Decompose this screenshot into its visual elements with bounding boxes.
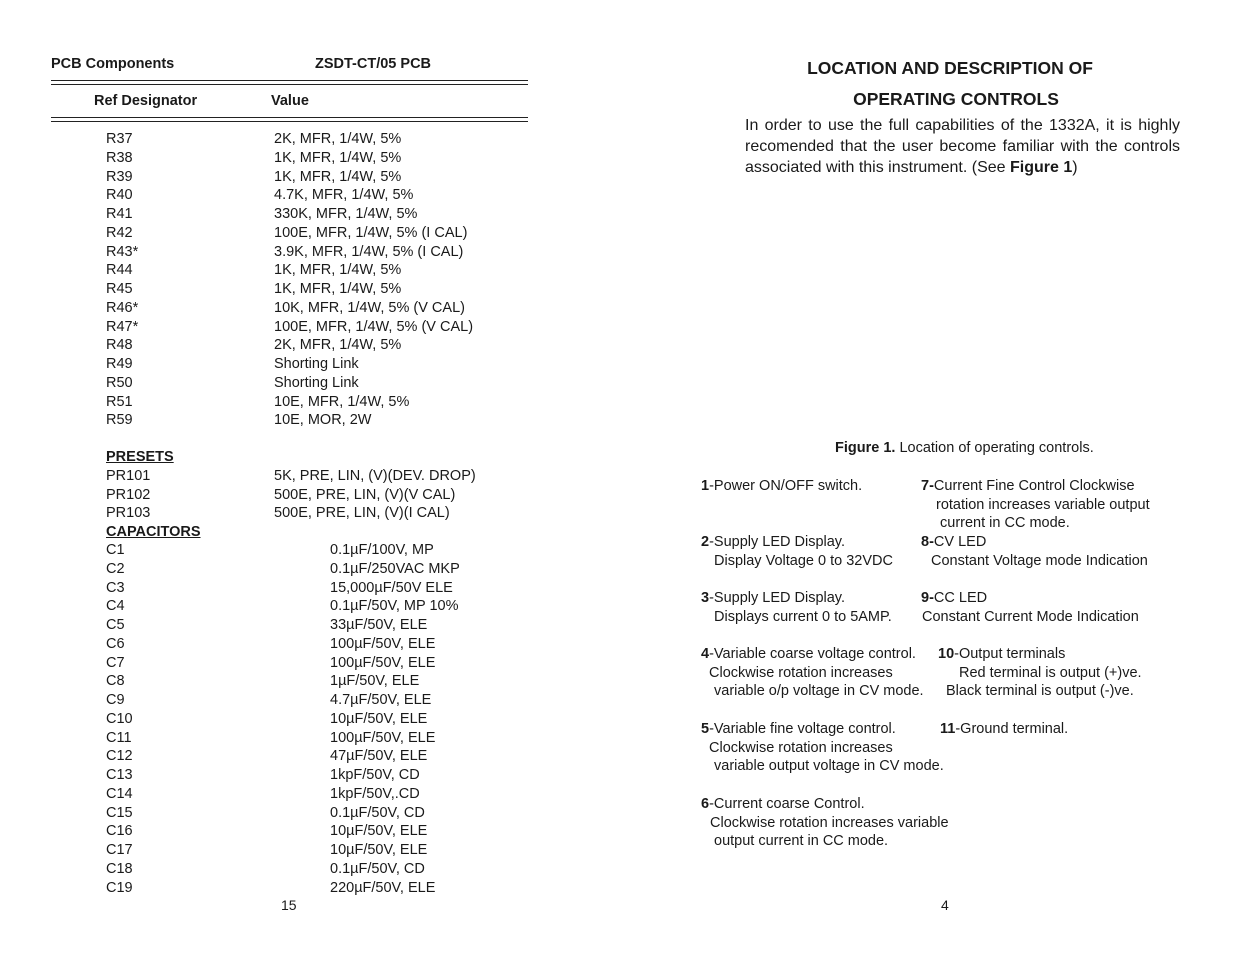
control-item (921, 589, 1139, 626)
part-ref: C12 (106, 748, 133, 765)
control-text: -Current coarse Control. (709, 796, 865, 812)
part-value: 1K, MFR, 1/4W, 5% (274, 149, 402, 166)
control-line (921, 496, 1150, 515)
part-ref: R43* (106, 243, 139, 260)
part-value: 10µF/50V, ELE (330, 710, 428, 727)
section-title-line1: LOCATION AND DESCRIPTION OF (807, 58, 1093, 78)
part-ref: C10 (106, 710, 133, 727)
header-right: ZSDT-CT/05 PCB (315, 56, 432, 72)
page-number-left: 15 (281, 897, 297, 913)
part-ref: C19 (106, 879, 133, 896)
control-line (938, 664, 1142, 683)
part-ref: C18 (106, 860, 133, 877)
part-ref: PR101 (106, 468, 151, 484)
part-value: 47µF/50V, ELE (330, 748, 428, 765)
control-item (940, 720, 1068, 739)
control-item (921, 477, 1150, 533)
control-text: -Power ON/OFF switch. (709, 478, 863, 494)
control-line (701, 589, 892, 608)
control-line (701, 477, 862, 496)
control-line (921, 552, 1148, 571)
control-text: -Output terminals (954, 646, 1066, 662)
control-item (701, 795, 949, 851)
control-line (921, 514, 1150, 533)
control-number: 9- (921, 590, 934, 606)
part-ref: C6 (106, 635, 125, 652)
control-text: Red terminal is output (+)ve. (959, 664, 1142, 681)
part-ref: C11 (106, 729, 132, 746)
control-item (701, 720, 944, 776)
part-ref: C4 (106, 598, 125, 615)
control-text: -Supply LED Display. (709, 534, 846, 550)
control-text: Black terminal is output (-)ve. (946, 683, 1134, 699)
part-value: 4.7µF/50V, ELE (330, 692, 432, 708)
part-value: 0.1µF/50V, MP 10% (330, 598, 459, 615)
part-value: 500E, PRE, LIN, (V)(V CAL) (274, 486, 456, 503)
part-value: 220µF/50V, ELE (330, 879, 436, 896)
control-line (701, 795, 949, 814)
part-value: 0.1µF/250VAC MKP (330, 560, 460, 577)
control-text: -Variable coarse voltage control. (709, 646, 916, 662)
control-number: 5 (701, 721, 710, 737)
intro-end: ) (1072, 159, 1078, 176)
control-line (701, 720, 944, 739)
control-line (921, 589, 1139, 608)
control-text: Clockwise rotation increases variable (710, 814, 949, 831)
control-text: Current Fine Control Clockwise (933, 478, 1135, 494)
part-ref: C17 (106, 842, 133, 858)
part-value: 100E, MFR, 1/4W, 5% (I CAL) (274, 224, 468, 241)
part-ref: C8 (106, 673, 125, 690)
part-ref: C5 (106, 617, 125, 633)
part-value: 0.1µF/50V, CD (330, 860, 425, 877)
part-value: 10µF/50V, ELE (330, 823, 428, 840)
part-value: 0.1µF/100V, MP (330, 542, 434, 558)
part-value: 2K, MFR, 1/4W, 5% (274, 131, 402, 147)
control-item (701, 477, 862, 496)
control-number: 1 (701, 478, 710, 494)
part-ref: C14 (106, 785, 133, 802)
part-value: 5K, PRE, LIN, (V)(DEV. DROP) (274, 468, 476, 484)
control-text: variable o/p voltage in CV mode. (714, 683, 924, 699)
presets-heading: PRESETS (106, 449, 174, 465)
control-text: variable output voltage in CV mode. (714, 758, 944, 774)
control-line (921, 477, 1150, 496)
control-text: Displays current 0 to 5AMP. (714, 608, 892, 625)
control-line (921, 608, 1139, 627)
control-number: 3 (701, 590, 710, 606)
part-ref: C16 (106, 823, 133, 840)
part-ref: R38 (106, 149, 133, 166)
part-ref: PR103 (106, 505, 151, 521)
section-title-line2: OPERATING CONTROLS (853, 89, 1059, 109)
control-text: -Supply LED Display. (709, 590, 846, 606)
control-number: 10 (938, 646, 955, 662)
control-line (701, 552, 893, 571)
figure-caption-label: Figure 1. (835, 440, 896, 456)
capacitors-heading: CAPACITORS (106, 524, 201, 540)
control-item (701, 589, 892, 626)
part-value: 100µF/50V, ELE (330, 635, 436, 652)
control-line (701, 533, 893, 552)
part-value: 330K, MFR, 1/4W, 5% (274, 206, 418, 222)
part-ref: PR102 (106, 486, 151, 503)
column-header-ref: Ref Designator (94, 93, 198, 109)
part-ref: R42 (106, 224, 133, 241)
part-value: 15,000µF/50V ELE (330, 579, 453, 596)
part-value: Shorting Link (274, 374, 359, 391)
page-number-right: 4 (941, 897, 949, 913)
part-ref: R45 (106, 281, 133, 297)
control-item (938, 645, 1142, 701)
control-line (921, 533, 1148, 552)
part-value: 3.9K, MFR, 1/4W, 5% (I CAL) (274, 243, 464, 260)
part-value: 100E, MFR, 1/4W, 5% (V CAL) (274, 318, 474, 335)
control-number: 2 (701, 534, 710, 550)
part-ref: C7 (106, 654, 125, 671)
control-number: 11 (940, 721, 956, 737)
part-ref: C3 (106, 579, 125, 596)
control-text: -Ground terminal. (955, 721, 1069, 737)
part-ref: C9 (106, 692, 125, 708)
double-rule-bottom (51, 117, 528, 122)
part-value: 1µF/50V, ELE (330, 673, 420, 690)
control-text: Constant Voltage mode Indication (931, 552, 1148, 569)
part-ref: R40 (106, 187, 133, 204)
intro-text: In order to use the full capabilities of the 1332A, it is highly recomended that the user become familiar with the controls associated with this instrument. (See (745, 117, 1180, 176)
part-value: 100µF/50V, ELE (330, 654, 436, 671)
figure-caption-text: Location of operating controls. (895, 440, 1094, 456)
control-line (701, 682, 924, 701)
part-value: 10E, MFR, 1/4W, 5% (274, 393, 410, 410)
control-line (701, 739, 944, 758)
part-ref: R59 (106, 412, 133, 429)
part-value: 1kpF/50V, CD (330, 767, 420, 783)
part-ref: C1 (106, 542, 125, 558)
control-line (701, 664, 924, 683)
control-text: current in CC mode. (940, 515, 1070, 531)
control-number: 6 (701, 796, 710, 812)
control-text: Clockwise rotation increases (709, 664, 893, 681)
part-value: 500E, PRE, LIN, (V)(I CAL) (274, 505, 450, 521)
control-text: output current in CC mode. (714, 833, 889, 849)
part-ref: R47* (106, 318, 139, 335)
part-ref: C15 (106, 804, 133, 821)
part-ref: R39 (106, 168, 133, 185)
part-ref: R48 (106, 337, 133, 354)
control-number: 4 (701, 646, 710, 662)
part-ref: R51 (106, 393, 133, 410)
part-ref: C13 (106, 767, 133, 783)
part-ref: R46* (106, 299, 139, 316)
part-value: 10E, MOR, 2W (274, 412, 372, 429)
intro-paragraph (745, 115, 1180, 178)
control-text: CC LED (933, 590, 988, 606)
control-number: 8- (921, 534, 934, 550)
control-text: CV LED (933, 534, 987, 550)
part-value: 10µF/50V, ELE (330, 842, 428, 858)
part-value: 1kpF/50V,.CD (330, 785, 420, 802)
control-item (701, 645, 924, 701)
control-item (921, 533, 1148, 570)
part-value: 100µF/50V, ELE (330, 729, 436, 746)
part-ref: R50 (106, 374, 133, 391)
control-number: 7- (921, 478, 934, 494)
control-text: Display Voltage 0 to 32VDC (714, 552, 893, 569)
control-text: -Variable fine voltage control. (709, 721, 896, 737)
control-text: rotation increases variable output (936, 496, 1150, 513)
part-ref: R49 (106, 356, 133, 372)
figure-reference: Figure 1 (1010, 159, 1073, 176)
part-ref: R41 (106, 206, 133, 222)
control-line (701, 608, 892, 627)
control-line (938, 645, 1142, 664)
part-value: 1K, MFR, 1/4W, 5% (274, 281, 402, 297)
control-text: Clockwise rotation increases (709, 739, 893, 756)
control-item (701, 533, 893, 570)
part-ref: C2 (106, 560, 125, 577)
control-line (701, 645, 924, 664)
part-value: Shorting Link (274, 356, 359, 372)
column-header-value: Value (271, 93, 309, 109)
control-text: Constant Current Mode Indication (922, 608, 1139, 625)
part-value: 1K, MFR, 1/4W, 5% (274, 262, 402, 279)
control-line (940, 720, 1068, 739)
control-line (938, 682, 1142, 701)
part-value: 10K, MFR, 1/4W, 5% (V CAL) (274, 299, 465, 316)
part-value: 33µF/50V, ELE (330, 617, 428, 633)
control-line (701, 757, 944, 776)
control-line (701, 814, 949, 833)
header-left: PCB Components (51, 56, 175, 72)
part-value: 0.1µF/50V, CD (330, 804, 425, 821)
control-line (701, 832, 949, 851)
double-rule-top (51, 80, 528, 85)
figure-caption (835, 440, 1094, 456)
part-value: 4.7K, MFR, 1/4W, 5% (274, 187, 414, 204)
part-value: 1K, MFR, 1/4W, 5% (274, 168, 402, 185)
part-ref: R44 (106, 262, 133, 279)
part-value: 2K, MFR, 1/4W, 5% (274, 337, 402, 354)
part-ref: R37 (106, 131, 133, 147)
